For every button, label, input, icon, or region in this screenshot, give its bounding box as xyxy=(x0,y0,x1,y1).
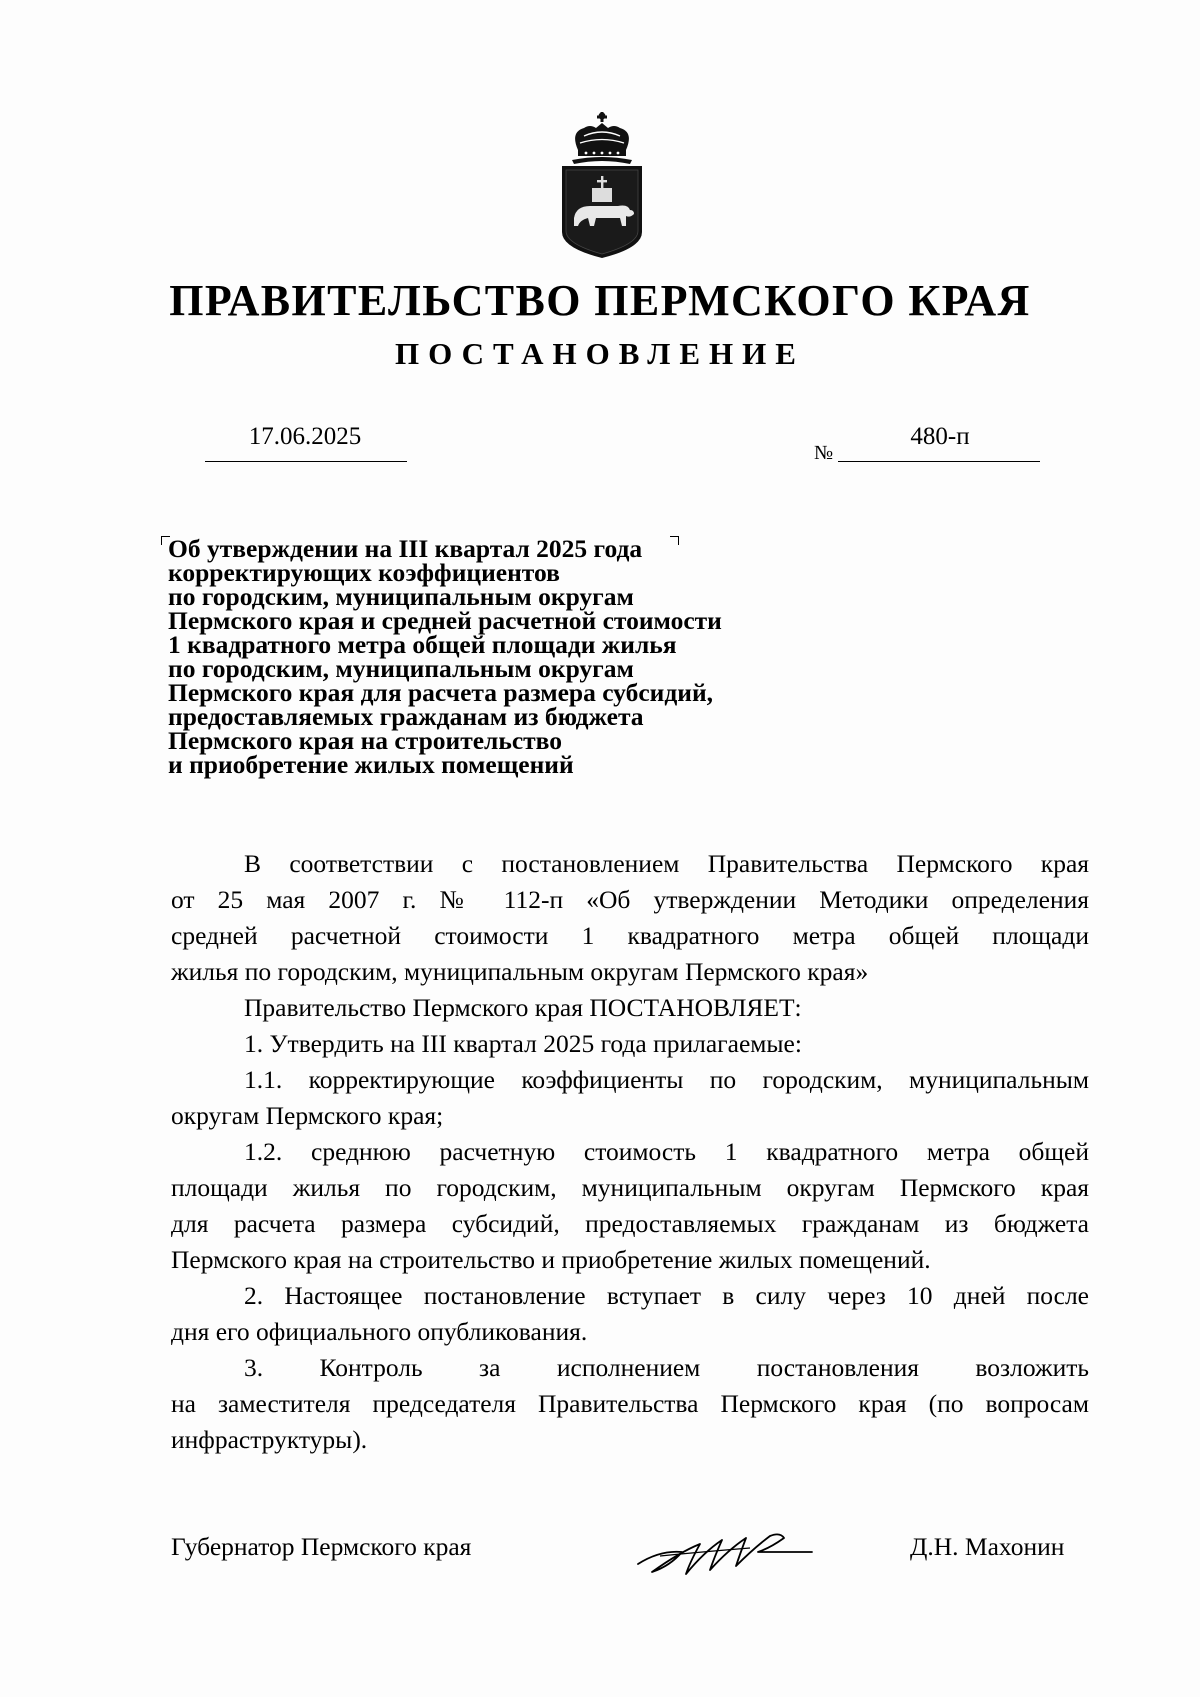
number-underline xyxy=(838,461,1040,462)
document-subject xyxy=(168,534,722,779)
body-line: средней расчетной стоимости 1 квадратного метра общей площади xyxy=(171,921,1089,950)
document-number: 480-п xyxy=(910,423,970,450)
item-3-line: инфраструктуры). xyxy=(171,1425,368,1454)
handwritten-signature-icon xyxy=(630,1522,820,1582)
item-1-2-line: 1.2. среднюю расчетную стоимость 1 квадратного метра общей xyxy=(244,1137,1089,1166)
coat-of-arms-icon xyxy=(556,110,648,260)
document-type: ПОСТАНОВЛЕНИЕ xyxy=(395,336,805,371)
subject-line: 1 квадратного метра общей площади жилья xyxy=(168,630,677,659)
subject-line: Об утверждении на III квартал 2025 года xyxy=(168,534,643,563)
subject-line: и приобретение жилых помещений xyxy=(168,750,574,779)
subject-line: Пермского края и средней расчетной стоимости xyxy=(168,606,722,635)
document-body xyxy=(171,846,1089,1458)
subject-line: предоставляемых гражданам из бюджета xyxy=(168,702,644,731)
item-1-2-line: для расчета размера субсидий, предоставляемых гражданам из бюджета xyxy=(171,1209,1089,1238)
item-1-2-line: Пермского края на строительство и приобретение жилых помещений. xyxy=(171,1245,931,1274)
decree-line: Правительство Пермского края ПОСТАНОВЛЯЕТ: xyxy=(244,993,802,1022)
item-1-1-line: округам Пермского края; xyxy=(171,1101,444,1130)
document-date: 17.06.2025 xyxy=(248,423,362,450)
subject-line: Пермского края на строительство xyxy=(168,726,563,755)
item-1: 1. Утвердить на III квартал 2025 года прилагаемые: xyxy=(244,1029,802,1058)
subject-line: по городским, муниципальным округам xyxy=(168,582,634,611)
item-3-line: на заместителя председателя Правительства Пермского края (по вопросам xyxy=(171,1389,1089,1418)
signer-position: Губернатор Пермского края xyxy=(171,1532,472,1561)
body-line: от 25 мая 2007 г. № 112-п «Об утверждении Методики определения xyxy=(171,885,1089,914)
item-3-line: 3. Контроль за исполнением постановления возложить xyxy=(244,1353,1089,1382)
body-line: В соответствии с постановлением Правительства Пермского края xyxy=(244,849,1089,878)
subject-line: корректирующих коэффициентов xyxy=(168,558,560,587)
subject-line: Пермского края для расчета размера субсидий, xyxy=(168,678,714,707)
signer-name: Д.Н. Махонин xyxy=(910,1532,1065,1561)
date-underline xyxy=(205,461,407,462)
subject-line: по городским, муниципальным округам xyxy=(168,654,634,683)
body-line: жилья по городским, муниципальным округам Пермского края» xyxy=(171,957,869,986)
organization-title: ПРАВИТЕЛЬСТВО ПЕРМСКОГО КРАЯ xyxy=(169,276,1031,325)
item-2-line: 2. Настоящее постановление вступает в силу через 10 дней после xyxy=(244,1281,1089,1310)
item-1-2-line: площади жилья по городским, муниципальным округам Пермского края xyxy=(171,1173,1089,1202)
item-1-1-line: 1.1. корректирующие коэффициенты по городским, муниципальным xyxy=(244,1065,1089,1094)
item-2-line: дня его официального опубликования. xyxy=(171,1317,588,1346)
number-sign: № xyxy=(814,442,834,464)
